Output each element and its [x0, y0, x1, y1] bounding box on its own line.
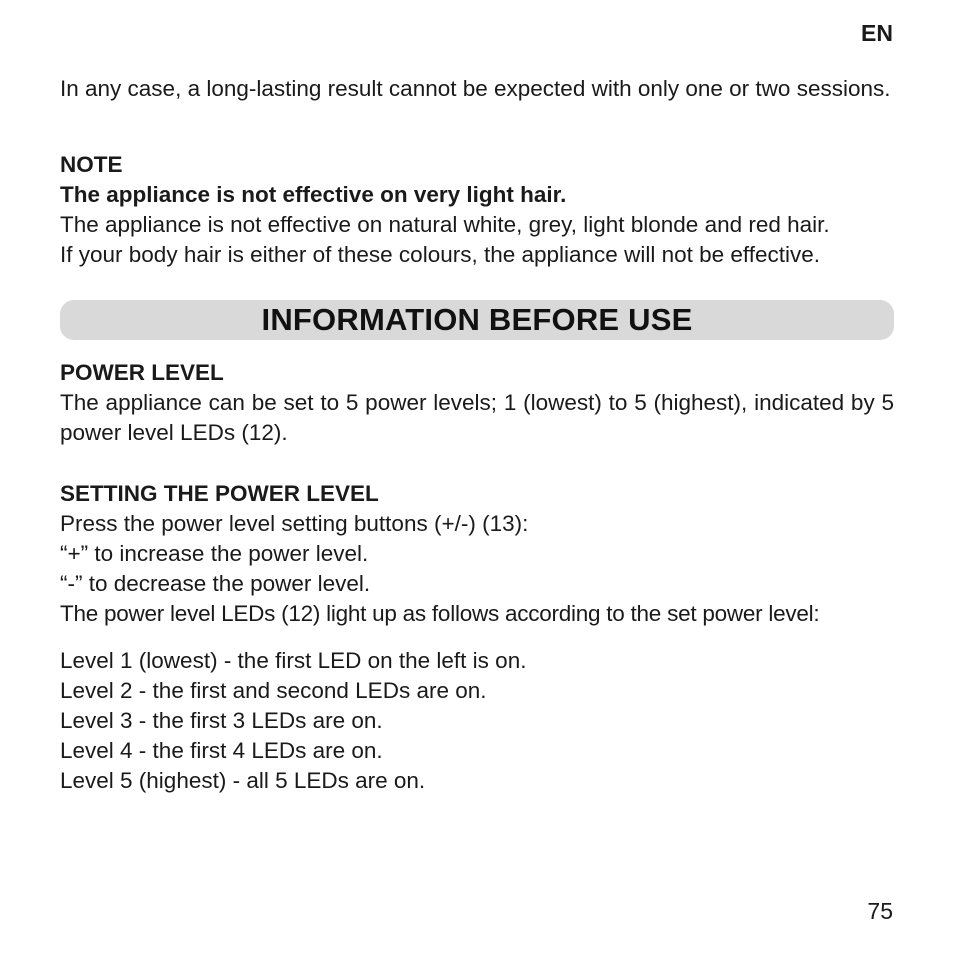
level-item: Level 4 - the first 4 LEDs are on.	[60, 738, 383, 763]
note-line: If your body hair is either of these colours, the appliance will not be effective.	[60, 242, 821, 267]
level-item: Level 3 - the first 3 LEDs are on.	[60, 708, 383, 733]
setting-line: “+” to increase the power level.	[60, 541, 369, 566]
power-level-heading: POWER LEVEL	[60, 360, 224, 385]
setting-line: “-” to decrease the power level.	[60, 571, 371, 596]
level-item: Level 2 - the first and second LEDs are on.	[60, 678, 487, 703]
level-item: Level 5 (highest) - all 5 LEDs are on.	[60, 768, 426, 793]
language-code: EN	[861, 20, 893, 46]
note-heading: NOTE	[60, 152, 123, 177]
page-number: 75	[867, 898, 893, 924]
power-level-block	[60, 358, 894, 448]
section-title: INFORMATION BEFORE USE	[261, 302, 693, 337]
power-level-paragraph: The appliance can be set to 5 power levels; 1 (lowest) to 5 (highest), indicated by 5 power level LEDs (12).	[60, 390, 894, 445]
section-header-bar	[60, 300, 894, 340]
note-block	[60, 150, 894, 270]
level-item: Level 1 (lowest) - the first LED on the left is on.	[60, 648, 527, 673]
setting-power-level-block	[60, 479, 894, 629]
note-line: The appliance is not effective on natural white, grey, light blonde and red hair.	[60, 212, 830, 237]
setting-line: Press the power level setting buttons (+/-) (13):	[60, 511, 529, 536]
note-bold-line: The appliance is not effective on very light hair.	[60, 182, 567, 207]
levels-list	[60, 646, 894, 796]
setting-power-level-heading: SETTING THE POWER LEVEL	[60, 481, 379, 506]
intro-paragraph: In any case, a long-lasting result cannot be expected with only one or two sessions.	[60, 76, 891, 101]
setting-line: The power level LEDs (12) light up as follows according to the set power level:	[60, 601, 820, 626]
